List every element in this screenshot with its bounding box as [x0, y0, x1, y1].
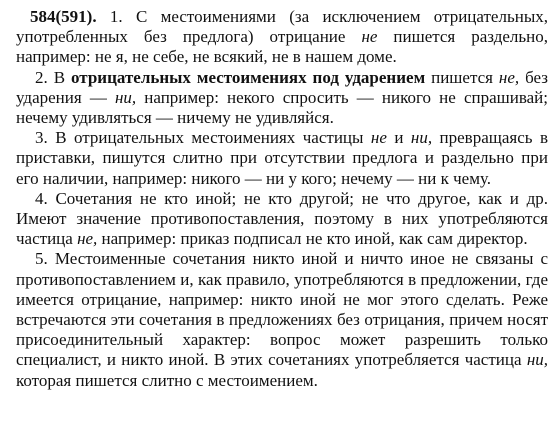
text-segment: пишется: [425, 67, 499, 87]
italic-term: не: [361, 27, 378, 47]
italic-term: ни,: [114, 87, 137, 107]
text-segment: 3. В отрицательных местоимениях частицы: [35, 128, 371, 148]
paragraph: [16, 249, 548, 390]
text-segment: без ударения —: [16, 67, 548, 107]
italic-term: ни,: [410, 128, 433, 148]
paragraph: [16, 68, 548, 129]
text-segment: например: приказ подписал не кто иной, как сам директор.: [97, 229, 528, 249]
bold-phrase: отрицательных местоимениях под ударением: [71, 67, 426, 87]
text-segment: 1. С местоимениями (за исключением отрицательных, употребленных без предлога) отрицание: [16, 7, 548, 47]
text-segment: 4. Сочетания не кто иной; не кто другой; не что другое, как и др. Имеют значение противопоставления, поэтому в них употребляются частица: [16, 188, 548, 249]
text-segment: 5. Местоименные сочетания никто иной и ничто иное не связаны с противопоставлением и, как правило, употребляются в предложении, где имеется отрицание, например: никто иной не мог этого сделать. Реже встречаются эти сочетания в предложениях без отрицания, причем носят присоединительный характер: вопрос может разрешить только специалист, и никто иной. В этих сочетаниях употребляется частица: [16, 249, 548, 370]
paragraph: [16, 128, 548, 189]
text-segment: 2. В: [35, 67, 71, 87]
italic-term: ни,: [526, 350, 548, 370]
exercise-number: 584(591).: [30, 7, 97, 26]
paragraph: [16, 189, 548, 250]
text-segment: например: некого спросить — никого не спрашивай; нечему удивляться — ничему не удивляйся.: [16, 87, 549, 128]
paragraph: [16, 7, 548, 68]
text-segment: и: [386, 128, 411, 148]
text-segment: которая пишется слитно с местоимением.: [16, 370, 318, 390]
italic-term: не,: [77, 229, 98, 249]
italic-term: не,: [498, 67, 520, 87]
text-segment: пишется раздельно, например: не я, не себе, не всякий, не в нашем доме.: [16, 27, 548, 67]
text-segment: превращаясь в приставки, пишутся слитно при отсутствии предлога и раздельно при его наличии, например: никого — ни у кого; нечему — ни к чему.: [16, 128, 548, 188]
italic-term: не: [370, 128, 387, 148]
